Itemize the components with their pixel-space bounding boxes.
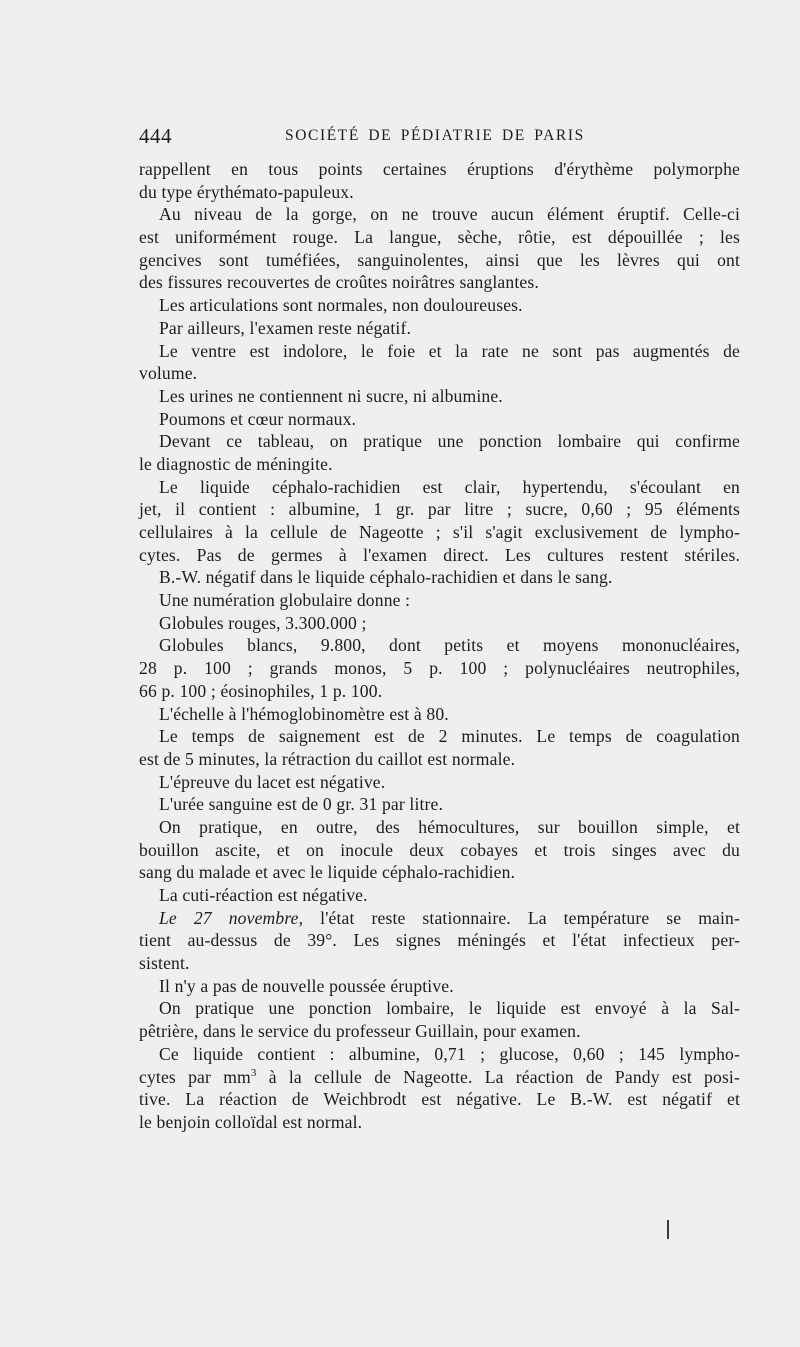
scan-speck [667,1220,669,1239]
text-span: cytes par mm [139,1066,251,1087]
text-line: le diagnostic de méningite. [139,453,333,474]
page-header [139,124,740,152]
text-line [139,907,740,930]
text-line: Les urines ne contiennent ni sucre, ni albumine. [159,385,503,406]
text-line: bouillon ascite, et on inocule deux cobayes et trois singes avec du [139,839,740,860]
text-line: Au niveau de la gorge, on ne trouve aucun élément éruptif. Celle-ci [159,204,740,225]
text-line: Il n'y a pas de nouvelle poussée éruptive. [159,975,454,996]
text-line: est uniformément rouge. La langue, sèche, rôtie, est dépouillée ; les [139,227,740,248]
text-line: pêtrière, dans le service du professeur Guillain, pour examen. [139,1021,581,1042]
text-line: 66 p. 100 ; éosinophiles, 1 p. 100. [139,680,383,701]
page-number: 444 [139,124,172,148]
text-line [139,1066,740,1089]
text-line: cellulaires à la cellule de Nageotte ; s'il s'agit exclusivement de lympho- [139,522,740,542]
text-span: l'état reste stationnaire. La température se main- [320,907,740,928]
superscript: 3 [250,1066,257,1079]
body-text [139,158,740,1134]
text-line: sang du malade et avec le liquide céphalo-rachidien. [139,862,516,883]
text-line: tive. La réaction de Weichbrodt est négative. Le B.-W. est négatif et [139,1089,740,1110]
text-line: L'épreuve du lacet est négative. [159,771,386,792]
text-line: Globules blancs, 9.800, dont petits et moyens mononucléaires, [159,635,740,656]
text-line: volume. [139,363,198,384]
text-line: L'urée sanguine est de 0 gr. 31 par litre. [159,794,444,815]
text-line: On pratique, en outre, des hémocultures, sur bouillon simple, et [159,816,740,837]
text-line: Globules rouges, 3.300.000 ; [159,612,367,633]
text-line: B.-W. négatif dans le liquide céphalo-rachidien et dans le sang. [159,567,613,588]
text-line: le benjoin colloïdal est normal. [139,1111,363,1132]
text-span: à la cellule de Nageotte. La réaction de Pandy est posi- [256,1066,740,1087]
text-line: du type érythémato-papuleux. [139,181,354,202]
text-line: tient au-dessus de 39°. Les signes méningés et l'état infectieux per- [139,930,740,951]
text-line: Une numération globulaire donne : [159,590,411,611]
text-line: gencives sont tuméfiées, sanguinolentes, ainsi que les lèvres qui ont [139,249,740,270]
text-line: Le ventre est indolore, le foie et la rate ne sont pas augmentés de [159,340,740,361]
text-line: Par ailleurs, l'examen reste négatif. [159,317,411,338]
text-line: 28 p. 100 ; grands monos, 5 p. 100 ; polynucléaires neutrophiles, [139,658,740,679]
text-line: Les articulations sont normales, non douloureuses. [159,295,523,316]
text-line: Ce liquide contient : albumine, 0,71 ; glucose, 0,60 ; 145 lympho- [159,1043,740,1064]
text-line: sistent. [139,953,190,974]
text-line: Poumons et cœur normaux. [159,408,357,429]
text-line: cytes. Pas de germes à l'examen direct. Les cultures restent stériles. [139,544,740,565]
text-line: Devant ce tableau, on pratique une ponction lombaire qui confirme [159,431,740,452]
text-line: La cuti-réaction est négative. [159,885,368,905]
text-line: L'échelle à l'hémoglobinomètre est à 80. [159,703,449,724]
text-line: Le liquide céphalo-rachidien est clair, hypertendu, s'écoulant en [159,476,740,497]
text-line: Le temps de saignement est de 2 minutes. Le temps de coagulation [159,726,740,747]
text-line: On pratique une ponction lombaire, le liquide est envoyé à la Sal- [159,998,740,1019]
date-lead: Le 27 novembre, [159,907,304,928]
text-line: rappellent en tous points certaines éruptions d'érythème polymorphe [139,159,740,179]
running-head: SOCIÉTÉ DE PÉDIATRIE DE PARIS [285,127,585,144]
text-line: jet, il contient : albumine, 1 gr. par litre ; sucre, 0,60 ; 95 éléments [139,499,740,520]
text-line: est de 5 minutes, la rétraction du caillot est normale. [139,748,516,769]
text-line: des fissures recouvertes de croûtes noirâtres sanglantes. [139,272,539,293]
